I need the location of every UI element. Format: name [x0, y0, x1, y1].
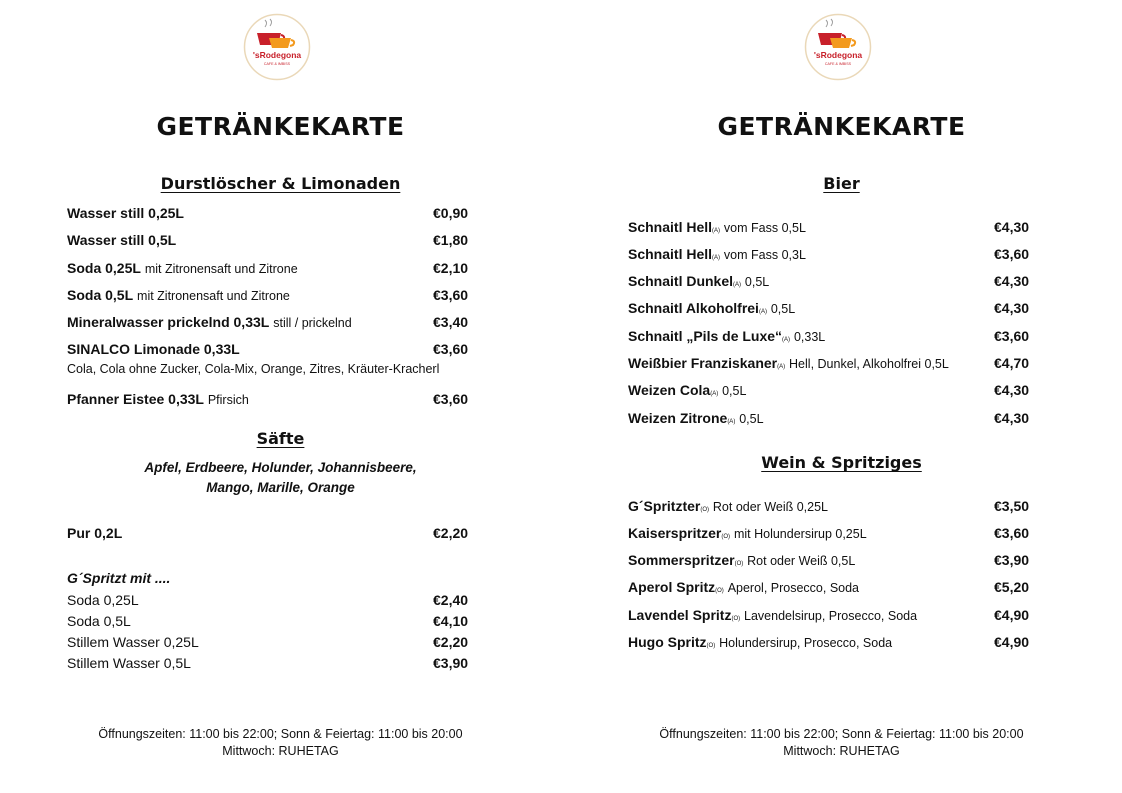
- menu-item: Kaiserspritzer(O) mit Holundersirup 0,25L €3,60: [628, 525, 1030, 541]
- menu-item: Schnaitl „Pils de Luxe“(A) 0,33L €3,60: [628, 328, 1030, 344]
- item-price: €4,70: [994, 355, 1030, 371]
- cafe-logo: [243, 13, 311, 81]
- logo-tagline: CAFE & IMBISS: [824, 62, 852, 66]
- item-price: €4,30: [994, 219, 1030, 235]
- menu-item: Wasser still 0,25L €0,90: [67, 205, 469, 221]
- menu-item: SINALCO Limonade 0,33L €3,60: [67, 341, 469, 357]
- menu-item: Schnaitl Hell(A) vom Fass 0,5L €4,30: [628, 219, 1030, 235]
- opening-hours: [0, 726, 561, 760]
- page-title: GETRÄNKEKARTE: [156, 112, 405, 141]
- item-price: €4,30: [994, 300, 1030, 316]
- menu-item: Pfanner Eistee 0,33L Pfirsich €3,60: [67, 391, 469, 407]
- opening-hours-line2: Mittwoch: RUHETAG: [783, 744, 900, 758]
- menu-item: Soda 0,5L mit Zitronensaft und Zitrone €3,60: [67, 287, 469, 303]
- menu-item: Hugo Spritz(O) Holundersirup, Prosecco, Soda €4,90: [628, 634, 1030, 650]
- item-price: €3,40: [433, 314, 469, 330]
- menu-item: Schnaitl Alkoholfrei(A) 0,5L €4,30: [628, 300, 1030, 316]
- opening-hours: [561, 726, 1122, 760]
- menu-item: Sommerspritzer(O) Rot oder Weiß 0,5L €3,90: [628, 552, 1030, 568]
- spritzt-heading: G´Spritzt mit ....: [67, 570, 171, 586]
- item-price: €4,90: [994, 607, 1030, 623]
- item-price: €3,50: [994, 498, 1030, 514]
- item-price: €2,20: [433, 634, 469, 650]
- logo-brand: 'sRodegona: [813, 50, 863, 60]
- menu-item: Pur 0,2L €2,20: [67, 525, 469, 541]
- menu-item: Weizen Cola(A) 0,5L €4,30: [628, 382, 1030, 398]
- opening-hours-line2: Mittwoch: RUHETAG: [222, 744, 339, 758]
- section-heading-durstloescher: Durstlöscher & Limonaden: [160, 174, 401, 193]
- menu-item: Stillem Wasser 0,25L €2,20: [67, 634, 469, 650]
- section-heading-saefte: Säfte: [256, 429, 305, 448]
- item-price: €3,60: [994, 328, 1030, 344]
- item-price: €0,90: [433, 205, 469, 221]
- item-price: €4,90: [994, 634, 1030, 650]
- item-price: €1,80: [433, 232, 469, 248]
- item-price: €2,40: [433, 592, 469, 608]
- item-price: €3,60: [433, 341, 469, 357]
- menu-item: Schnaitl Hell(A) vom Fass 0,3L €3,60: [628, 246, 1030, 262]
- cafe-logo: [804, 13, 872, 81]
- menu-item: Aperol Spritz(O) Aperol, Prosecco, Soda €5,20: [628, 579, 1030, 595]
- menu-item: Wasser still 0,5L €1,80: [67, 232, 469, 248]
- section-heading-bier: Bier: [823, 174, 860, 193]
- coffee-cups-logo-icon: [804, 13, 872, 81]
- juice-flavors-line1: Apfel, Erdbeere, Holunder, Johannisbeere,: [144, 460, 417, 475]
- section-heading-wein: Wein & Spritziges: [761, 453, 922, 472]
- item-price: €3,60: [994, 246, 1030, 262]
- item-price: €5,20: [994, 579, 1030, 595]
- item-price: €3,90: [433, 655, 469, 671]
- item-price: €3,60: [433, 287, 469, 303]
- juice-flavors-line2: Mango, Marille, Orange: [206, 480, 355, 495]
- item-price: €4,10: [433, 613, 469, 629]
- menu-item: Weißbier Franziskaner(A) Hell, Dunkel, Alkoholfrei 0,5L €4,70: [628, 355, 1030, 371]
- opening-hours-line1: Öffnungszeiten: 11:00 bis 22:00; Sonn & Feiertag: 11:00 bis 20:00: [659, 727, 1024, 741]
- item-price: €3,60: [994, 525, 1030, 541]
- item-price: €4,30: [994, 273, 1030, 289]
- opening-hours-line1: Öffnungszeiten: 11:00 bis 22:00; Sonn & Feiertag: 11:00 bis 20:00: [98, 727, 463, 741]
- menu-item: Mineralwasser prickelnd 0,33L still / prickelnd €3,40: [67, 314, 469, 330]
- item-price: €2,20: [433, 525, 469, 541]
- menu-item: Weizen Zitrone(A) 0,5L €4,30: [628, 410, 1030, 426]
- item-price: €3,90: [994, 552, 1030, 568]
- menu-item: Stillem Wasser 0,5L €3,90: [67, 655, 469, 671]
- logo-tagline: CAFE & IMBISS: [263, 62, 291, 66]
- menu-item: Schnaitl Dunkel(A) 0,5L €4,30: [628, 273, 1030, 289]
- menu-item: Soda 0,25L mit Zitronensaft und Zitrone €2,10: [67, 260, 469, 276]
- menu-item: Lavendel Spritz(O) Lavendelsirup, Prosecco, Soda €4,90: [628, 607, 1030, 623]
- item-price: €2,10: [433, 260, 469, 276]
- menu-item: G´Spritzter(O) Rot oder Weiß 0,25L €3,50: [628, 498, 1030, 514]
- item-price: €4,30: [994, 410, 1030, 426]
- menu-item: Soda 0,25L €2,40: [67, 592, 469, 608]
- page-title: GETRÄNKEKARTE: [717, 112, 966, 141]
- logo-brand: 'sRodegona: [252, 50, 302, 60]
- coffee-cups-logo-icon: [243, 13, 311, 81]
- sinalco-flavors: Cola, Cola ohne Zucker, Cola-Mix, Orange, Zitres, Kräuter-Kracherl: [67, 362, 440, 376]
- item-price: €3,60: [433, 391, 469, 407]
- menu-item: Soda 0,5L €4,10: [67, 613, 469, 629]
- menu-page-right: [561, 0, 1122, 793]
- item-price: €4,30: [994, 382, 1030, 398]
